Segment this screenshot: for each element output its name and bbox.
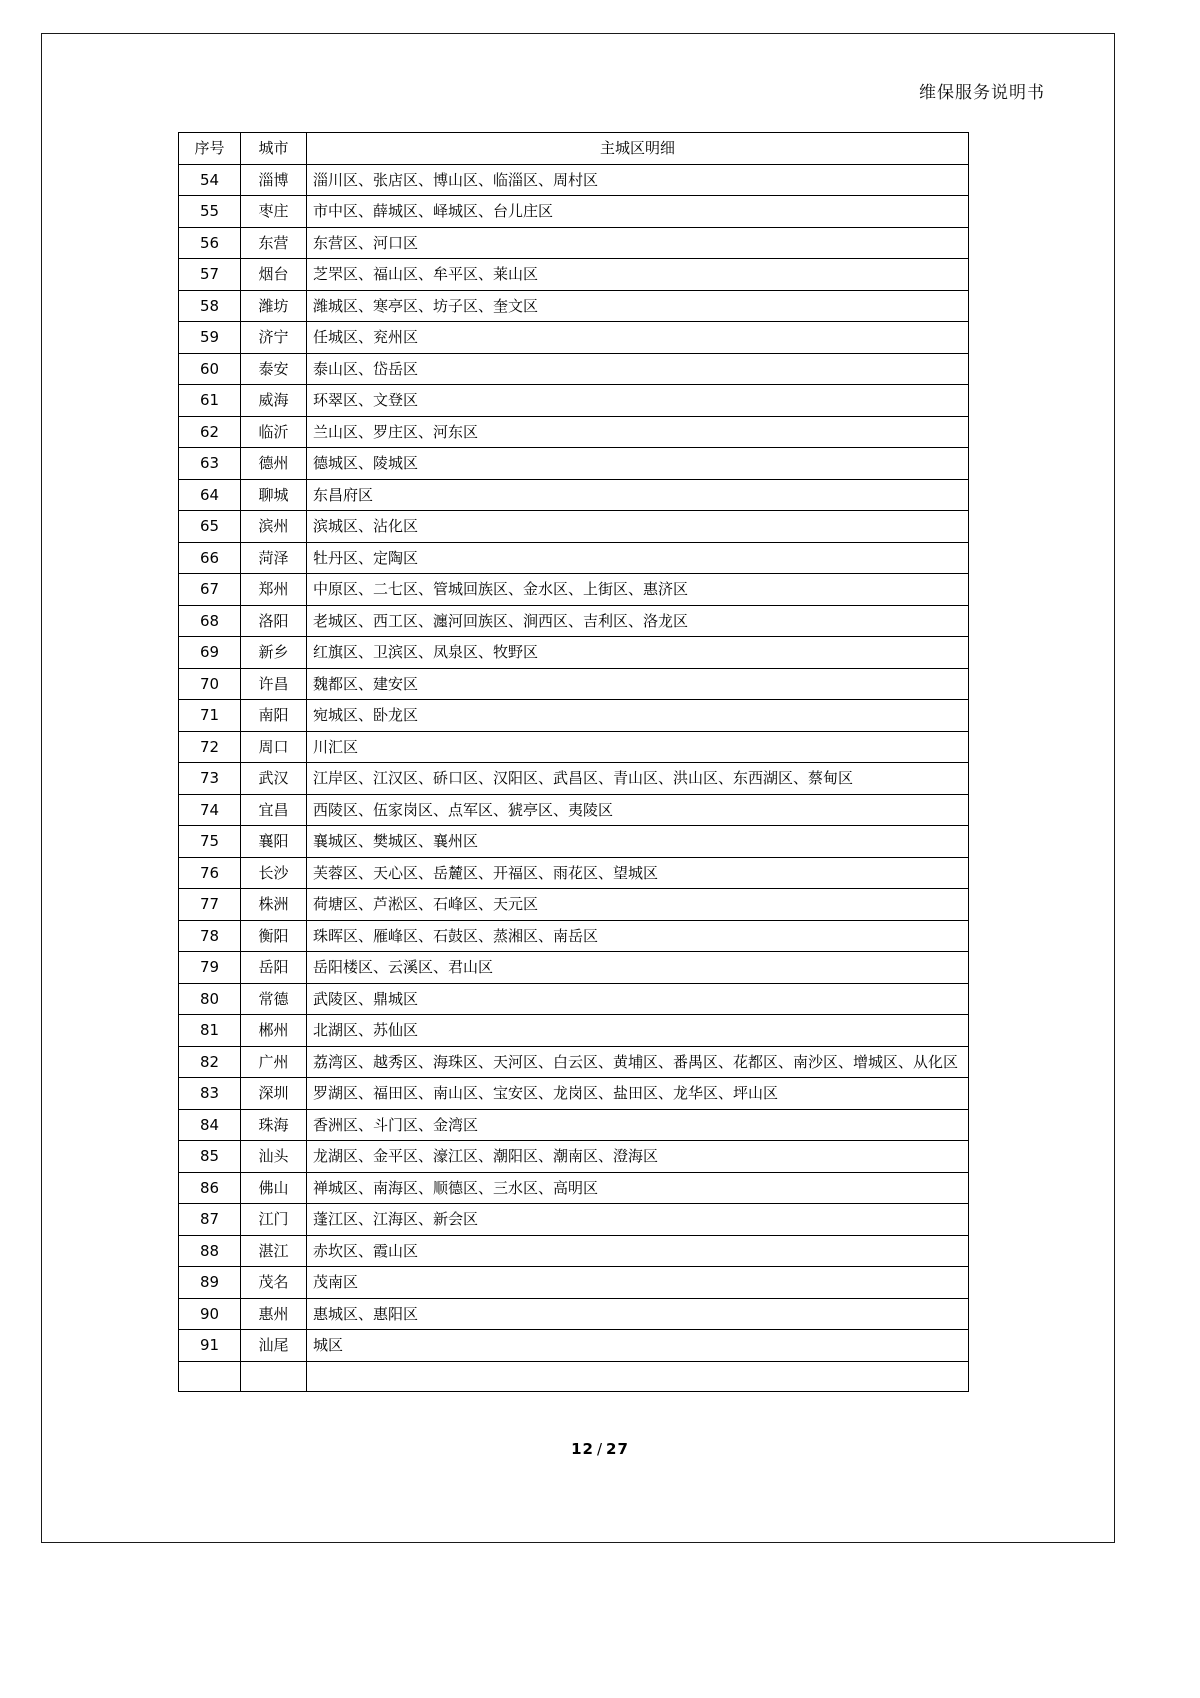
table-row bbox=[179, 605, 969, 637]
cell-city: 湛江 bbox=[241, 1235, 307, 1267]
cell-no: 71 bbox=[179, 700, 241, 732]
table-row bbox=[179, 637, 969, 669]
cell-no: 82 bbox=[179, 1046, 241, 1078]
table-row bbox=[179, 1267, 969, 1299]
cell-city: 新乡 bbox=[241, 637, 307, 669]
cell-districts: 宛城区、卧龙区 bbox=[307, 700, 969, 732]
cell-city: 武汉 bbox=[241, 763, 307, 795]
cell-no: 59 bbox=[179, 322, 241, 354]
cell-city: 烟台 bbox=[241, 259, 307, 291]
cell-city: 临沂 bbox=[241, 416, 307, 448]
cell-no: 63 bbox=[179, 448, 241, 480]
cell-no: 67 bbox=[179, 574, 241, 606]
cell-districts: 龙湖区、金平区、濠江区、潮阳区、潮南区、澄海区 bbox=[307, 1141, 969, 1173]
cell-districts bbox=[307, 1361, 969, 1391]
table-row bbox=[179, 763, 969, 795]
cell-districts: 香洲区、斗门区、金湾区 bbox=[307, 1109, 969, 1141]
cell-districts: 滨城区、沾化区 bbox=[307, 511, 969, 543]
table-row bbox=[179, 227, 969, 259]
cell-city: 茂名 bbox=[241, 1267, 307, 1299]
cell-no: 89 bbox=[179, 1267, 241, 1299]
cell-city: 佛山 bbox=[241, 1172, 307, 1204]
table-row bbox=[179, 574, 969, 606]
cell-city: 泰安 bbox=[241, 353, 307, 385]
cell-districts: 荷塘区、芦淞区、石峰区、天元区 bbox=[307, 889, 969, 921]
cell-city: 南阳 bbox=[241, 700, 307, 732]
cell-no: 69 bbox=[179, 637, 241, 669]
cell-districts: 泰山区、岱岳区 bbox=[307, 353, 969, 385]
cell-districts: 中原区、二七区、管城回族区、金水区、上街区、惠济区 bbox=[307, 574, 969, 606]
table-row bbox=[179, 511, 969, 543]
cell-no: 66 bbox=[179, 542, 241, 574]
cell-no: 58 bbox=[179, 290, 241, 322]
table-row bbox=[179, 322, 969, 354]
cell-city: 郴州 bbox=[241, 1015, 307, 1047]
cell-city: 济宁 bbox=[241, 322, 307, 354]
cell-districts: 川汇区 bbox=[307, 731, 969, 763]
cell-no: 56 bbox=[179, 227, 241, 259]
table-row bbox=[179, 1109, 969, 1141]
cell-districts: 禅城区、南海区、顺德区、三水区、高明区 bbox=[307, 1172, 969, 1204]
cell-city: 长沙 bbox=[241, 857, 307, 889]
table-row bbox=[179, 1172, 969, 1204]
cell-city: 滨州 bbox=[241, 511, 307, 543]
cell-no: 86 bbox=[179, 1172, 241, 1204]
table-row bbox=[179, 1046, 969, 1078]
cell-no: 84 bbox=[179, 1109, 241, 1141]
cell-city: 江门 bbox=[241, 1204, 307, 1236]
cell-districts: 魏都区、建安区 bbox=[307, 668, 969, 700]
cell-no: 55 bbox=[179, 196, 241, 228]
cell-districts: 西陵区、伍家岗区、点军区、猇亭区、夷陵区 bbox=[307, 794, 969, 826]
cell-no: 80 bbox=[179, 983, 241, 1015]
cell-no: 87 bbox=[179, 1204, 241, 1236]
footer-page-number: 12 bbox=[571, 1440, 594, 1458]
cell-no: 90 bbox=[179, 1298, 241, 1330]
page-header bbox=[0, 78, 1200, 103]
table-row bbox=[179, 259, 969, 291]
cell-districts: 城区 bbox=[307, 1330, 969, 1362]
cell-city: 聊城 bbox=[241, 479, 307, 511]
cell-districts: 芝罘区、福山区、牟平区、莱山区 bbox=[307, 259, 969, 291]
cell-city: 菏泽 bbox=[241, 542, 307, 574]
cell-city: 汕尾 bbox=[241, 1330, 307, 1362]
table-row bbox=[179, 479, 969, 511]
cell-city: 汕头 bbox=[241, 1141, 307, 1173]
column-header-no: 序号 bbox=[179, 133, 241, 165]
cell-city: 许昌 bbox=[241, 668, 307, 700]
table-row bbox=[179, 826, 969, 858]
table-row bbox=[179, 794, 969, 826]
cell-no: 74 bbox=[179, 794, 241, 826]
cell-city: 衡阳 bbox=[241, 920, 307, 952]
cell-districts: 罗湖区、福田区、南山区、宝安区、龙岗区、盐田区、龙华区、坪山区 bbox=[307, 1078, 969, 1110]
table-row bbox=[179, 1361, 969, 1391]
cell-city bbox=[241, 1361, 307, 1391]
table-row bbox=[179, 1235, 969, 1267]
cell-no: 70 bbox=[179, 668, 241, 700]
cell-no: 83 bbox=[179, 1078, 241, 1110]
cell-districts: 淄川区、张店区、博山区、临淄区、周村区 bbox=[307, 164, 969, 196]
cell-city: 周口 bbox=[241, 731, 307, 763]
table-row bbox=[179, 1078, 969, 1110]
cell-city: 岳阳 bbox=[241, 952, 307, 984]
table-row bbox=[179, 889, 969, 921]
cell-no: 65 bbox=[179, 511, 241, 543]
cell-districts: 老城区、西工区、瀍河回族区、涧西区、吉利区、洛龙区 bbox=[307, 605, 969, 637]
cell-districts: 兰山区、罗庄区、河东区 bbox=[307, 416, 969, 448]
cell-no: 62 bbox=[179, 416, 241, 448]
cell-city: 潍坊 bbox=[241, 290, 307, 322]
table-row bbox=[179, 952, 969, 984]
cell-no: 76 bbox=[179, 857, 241, 889]
cell-districts: 茂南区 bbox=[307, 1267, 969, 1299]
table-row bbox=[179, 164, 969, 196]
table-row bbox=[179, 1204, 969, 1236]
cell-city: 郑州 bbox=[241, 574, 307, 606]
cell-districts: 岳阳楼区、云溪区、君山区 bbox=[307, 952, 969, 984]
footer-total-pages: 27 bbox=[606, 1440, 629, 1458]
cell-no: 72 bbox=[179, 731, 241, 763]
cell-districts: 赤坎区、霞山区 bbox=[307, 1235, 969, 1267]
cell-city: 常德 bbox=[241, 983, 307, 1015]
cell-districts: 牡丹区、定陶区 bbox=[307, 542, 969, 574]
cell-city: 广州 bbox=[241, 1046, 307, 1078]
column-header-city: 城市 bbox=[241, 133, 307, 165]
cell-city: 襄阳 bbox=[241, 826, 307, 858]
cell-districts: 北湖区、苏仙区 bbox=[307, 1015, 969, 1047]
cell-districts: 武陵区、鼎城区 bbox=[307, 983, 969, 1015]
table-row bbox=[179, 1298, 969, 1330]
cell-no: 60 bbox=[179, 353, 241, 385]
cell-city: 惠州 bbox=[241, 1298, 307, 1330]
cell-no: 73 bbox=[179, 763, 241, 795]
cell-city: 淄博 bbox=[241, 164, 307, 196]
cell-districts: 德城区、陵城区 bbox=[307, 448, 969, 480]
cell-districts: 襄城区、樊城区、襄州区 bbox=[307, 826, 969, 858]
table-body bbox=[179, 164, 969, 1391]
cell-districts: 芙蓉区、天心区、岳麓区、开福区、雨花区、望城区 bbox=[307, 857, 969, 889]
table-row bbox=[179, 353, 969, 385]
cell-city: 德州 bbox=[241, 448, 307, 480]
city-district-table bbox=[178, 132, 969, 1392]
cell-city: 宜昌 bbox=[241, 794, 307, 826]
cell-city: 珠海 bbox=[241, 1109, 307, 1141]
table-row bbox=[179, 290, 969, 322]
cell-districts: 红旗区、卫滨区、凤泉区、牧野区 bbox=[307, 637, 969, 669]
cell-districts: 珠晖区、雁峰区、石鼓区、蒸湘区、南岳区 bbox=[307, 920, 969, 952]
cell-districts: 蓬江区、江海区、新会区 bbox=[307, 1204, 969, 1236]
cell-city: 洛阳 bbox=[241, 605, 307, 637]
city-district-table-wrapper bbox=[178, 132, 968, 1392]
cell-city: 东营 bbox=[241, 227, 307, 259]
cell-no: 68 bbox=[179, 605, 241, 637]
cell-no: 77 bbox=[179, 889, 241, 921]
table-row bbox=[179, 1141, 969, 1173]
table-row bbox=[179, 731, 969, 763]
cell-no: 64 bbox=[179, 479, 241, 511]
cell-no: 54 bbox=[179, 164, 241, 196]
table-row bbox=[179, 857, 969, 889]
cell-city: 威海 bbox=[241, 385, 307, 417]
cell-no: 88 bbox=[179, 1235, 241, 1267]
cell-no: 61 bbox=[179, 385, 241, 417]
table-row bbox=[179, 700, 969, 732]
cell-districts: 东昌府区 bbox=[307, 479, 969, 511]
cell-no: 85 bbox=[179, 1141, 241, 1173]
cell-districts: 任城区、兖州区 bbox=[307, 322, 969, 354]
cell-districts: 荔湾区、越秀区、海珠区、天河区、白云区、黄埔区、番禺区、花都区、南沙区、增城区、从化区 bbox=[307, 1046, 969, 1078]
cell-city: 深圳 bbox=[241, 1078, 307, 1110]
cell-districts: 江岸区、江汉区、硚口区、汉阳区、武昌区、青山区、洪山区、东西湖区、蔡甸区 bbox=[307, 763, 969, 795]
cell-no: 81 bbox=[179, 1015, 241, 1047]
table-row bbox=[179, 385, 969, 417]
cell-no: 79 bbox=[179, 952, 241, 984]
cell-districts: 东营区、河口区 bbox=[307, 227, 969, 259]
cell-no: 78 bbox=[179, 920, 241, 952]
cell-city: 株洲 bbox=[241, 889, 307, 921]
table-row bbox=[179, 1330, 969, 1362]
cell-no: 57 bbox=[179, 259, 241, 291]
page-footer bbox=[0, 1440, 1200, 1458]
footer-separator: / bbox=[596, 1440, 604, 1458]
table-row bbox=[179, 668, 969, 700]
table-header-row bbox=[179, 133, 969, 165]
table-row bbox=[179, 542, 969, 574]
table-row bbox=[179, 196, 969, 228]
cell-districts: 环翠区、文登区 bbox=[307, 385, 969, 417]
cell-no: 91 bbox=[179, 1330, 241, 1362]
cell-districts: 潍城区、寒亭区、坊子区、奎文区 bbox=[307, 290, 969, 322]
table-row bbox=[179, 983, 969, 1015]
table-row bbox=[179, 1015, 969, 1047]
cell-districts: 市中区、薛城区、峄城区、台儿庄区 bbox=[307, 196, 969, 228]
cell-no bbox=[179, 1361, 241, 1391]
cell-no: 75 bbox=[179, 826, 241, 858]
cell-districts: 惠城区、惠阳区 bbox=[307, 1298, 969, 1330]
table-row bbox=[179, 920, 969, 952]
column-header-districts: 主城区明细 bbox=[307, 133, 969, 165]
table-row bbox=[179, 416, 969, 448]
cell-city: 枣庄 bbox=[241, 196, 307, 228]
table-row bbox=[179, 448, 969, 480]
header-title: 维保服务说明书 bbox=[919, 83, 1045, 103]
